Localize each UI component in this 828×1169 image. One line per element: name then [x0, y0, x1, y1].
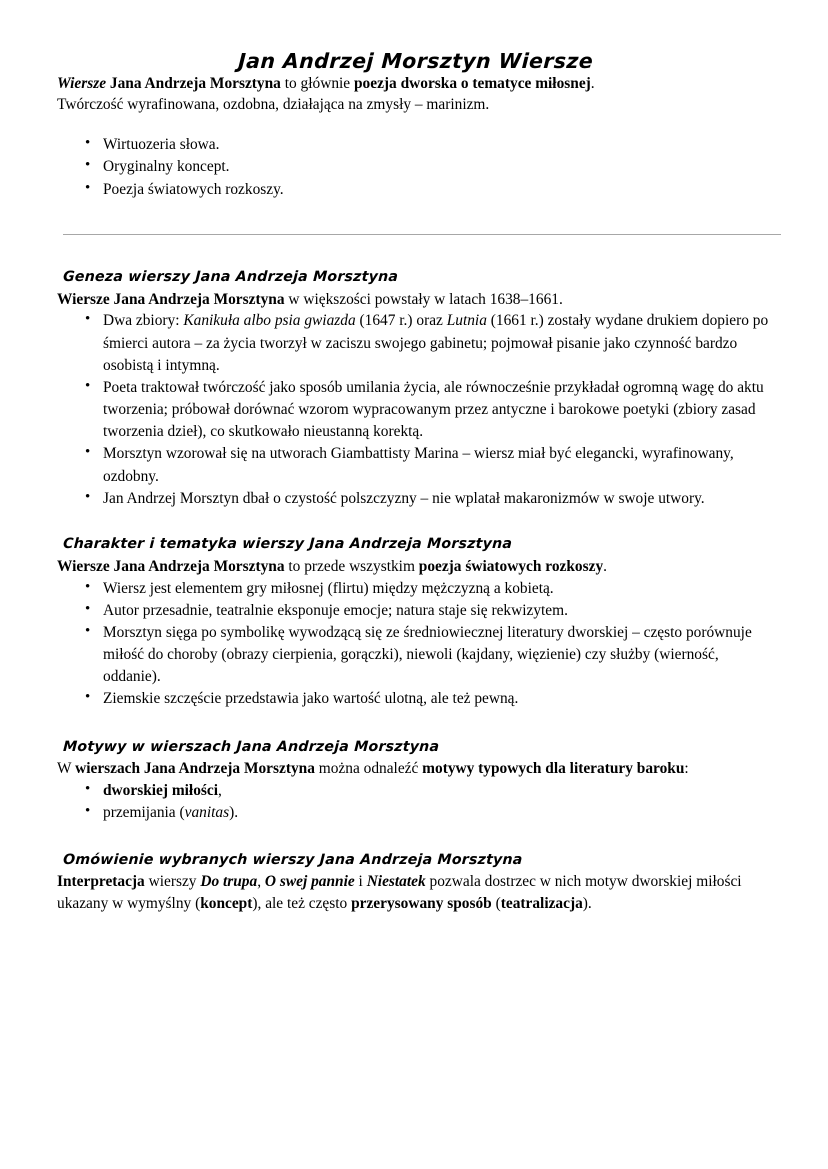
list-item: • Oryginalny koncept.	[57, 156, 777, 178]
section-character-intro-end: .	[603, 557, 608, 575]
section-genesis	[57, 269, 777, 510]
list-item	[57, 310, 777, 377]
section-motives-intro	[57, 758, 777, 780]
intro-second-paragraph: Twórczość wyrafinowana, ozdobna, działająca na zmysły – marinizm.	[57, 96, 490, 114]
section-motives-intro-mid: można odnaleźć	[314, 760, 423, 778]
document-content	[57, 0, 777, 915]
list-item: • Morsztyn wzorował się na utworach Giambattisty Marina – wiersz miał być elegancki, wyrafinowany, ozdobny.	[57, 443, 777, 487]
poem-title-o-swej-pannie: O swej pannie	[264, 873, 355, 891]
section-character-intro-mid: to przede wszystkim	[284, 557, 419, 575]
text-part: ,	[257, 873, 265, 891]
work-title-lutnia: Lutnia	[446, 312, 487, 330]
list-item: • Ziemskie szczęście przedstawia jako wartość ulotną, ale też pewną.	[57, 688, 777, 710]
bullet-text-part: Dwa zbiory:	[103, 312, 184, 330]
discussion-bold-interpretacja: Interpretacja	[57, 873, 145, 891]
list-item	[57, 780, 777, 802]
intro-lead-paragraph	[57, 73, 777, 95]
section-discussion	[57, 852, 777, 916]
section-motives-intro-end: :	[684, 760, 689, 778]
term-koncept: koncept	[200, 895, 253, 913]
poem-title-niestatek: Niestatek	[366, 873, 426, 891]
bullet-text-part: ,	[218, 782, 222, 800]
work-title-kanikula: Kanikuła albo psia gwiazda	[183, 312, 356, 330]
section-heading-motives: Motywy w wierszach Jana Andrzeja Morsztyna	[62, 738, 440, 755]
intro-lead-title-word: Wiersze	[57, 74, 107, 92]
list-item: • Poeta traktował twórczość jako sposób umilania życia, ale równocześnie przykładał ogromną wagę do aktu tworzenia; próbował dorównać wzorom wypracowanym przez antyczne i barokowe poetyki (zbiory zasad tworzenia dzieł), co skutkowało nieustanną korektą.	[57, 377, 777, 444]
intro-lead-emphasis: poezja dworska o tematyce miłosnej	[353, 74, 591, 92]
intro-lead-italic-bold	[57, 75, 106, 92]
list-item: • Wiersz jest elementem gry miłosnej (flirtu) między mężczyzną a kobietą.	[57, 578, 777, 600]
section-character	[57, 536, 777, 711]
section-genesis-intro	[57, 289, 777, 311]
section-discussion-paragraph	[57, 871, 777, 915]
text-part: ).	[582, 895, 592, 913]
text-part: i	[354, 873, 367, 891]
list-item: • Poezja światowych rozkoszy.	[57, 179, 777, 201]
term-przerysowany-sposob: przerysowany sposób	[351, 895, 492, 913]
bullet-text-part: przemijania (	[103, 804, 185, 822]
list-item: • Jan Andrzej Morsztyn dbał o czystość polszczyzny – nie wplatał makaronizmów w swoje utwory.	[57, 488, 777, 510]
page-title: Jan Andrzej Morsztyn Wiersze	[237, 49, 594, 73]
intro-lead-connector: to głównie	[280, 74, 354, 92]
text-part: (	[491, 895, 501, 913]
list-item: • Morsztyn sięga po symbolikę wywodzącą się ze średniowiecznej literatury dworskiej – często porównuje miłość do choroby (obrazy cierpienia, gorączki), niewoli (kajdany, więzienie) czy służby (wierność, oddanie).	[57, 622, 777, 689]
section-divider-wrapper	[57, 234, 777, 235]
poem-title-do-trupa: Do trupa	[200, 873, 258, 891]
list-item: • Wirtuozeria słowa.	[57, 134, 777, 156]
intro-lead-period: .	[590, 74, 595, 92]
section-heading-genesis: Geneza wierszy Jana Andrzeja Morsztyna	[62, 268, 399, 285]
motive-courtly-love: dworskiej miłości	[103, 782, 218, 800]
section-heading-discussion: Omówienie wybranych wierszy Jana Andrzeja Morsztyna	[62, 851, 523, 868]
bullet-text-part: (1647 r.) oraz	[355, 312, 447, 330]
text-part: wierszy	[144, 873, 201, 891]
text-part: pozwala dostrzec w nich motyw dworskiej miłości ukazany w wymyślny (	[57, 873, 742, 913]
section-motives-intro-bold2: motywy typowych dla literatury baroku	[422, 760, 685, 778]
bullet-text-part: ).	[229, 804, 239, 822]
section-character-bullet-list	[57, 578, 777, 711]
section-motives-intro-prefix: W	[57, 760, 76, 778]
intro-lead-author: Jana Andrzeja Morsztyna	[106, 74, 281, 92]
term-vanitas: vanitas	[184, 804, 230, 822]
section-motives-intro-bold: wierszach Jana Andrzeja Morsztyna	[75, 760, 315, 778]
section-character-intro-bold2: poezja światowych rozkoszy	[418, 557, 604, 575]
list-item: • Autor przesadnie, teatralnie eksponuje emocje; natura staje się rekwizytem.	[57, 600, 777, 622]
section-motives	[57, 739, 777, 825]
section-character-intro	[57, 556, 777, 578]
section-heading-character: Charakter i tematyka wierszy Jana Andrzeja Morsztyna	[62, 535, 513, 552]
horizontal-divider	[63, 234, 781, 235]
section-genesis-intro-rest: w większości powstały w latach 1638–1661.	[284, 290, 563, 308]
section-motives-bullet-list	[57, 780, 777, 824]
section-genesis-intro-bold: Wiersze Jana Andrzeja Morsztyna	[57, 290, 285, 308]
bullet-text-part: (1661 r.) zostały wydane drukiem dopiero po śmierci autora – za życia tworzył w zaciszu swojego gabinetu; pojmował pisanie jako czynność bardzo osobistą i intymną.	[103, 312, 769, 374]
section-character-intro-bold: Wiersze Jana Andrzeja Morsztyna	[57, 557, 285, 575]
section-genesis-bullet-list	[57, 310, 777, 510]
intro-bullet-list	[57, 134, 777, 201]
term-teatralizacja: teatralizacja	[500, 895, 583, 913]
list-item	[57, 802, 777, 824]
text-part: ), ale też często	[252, 895, 352, 913]
